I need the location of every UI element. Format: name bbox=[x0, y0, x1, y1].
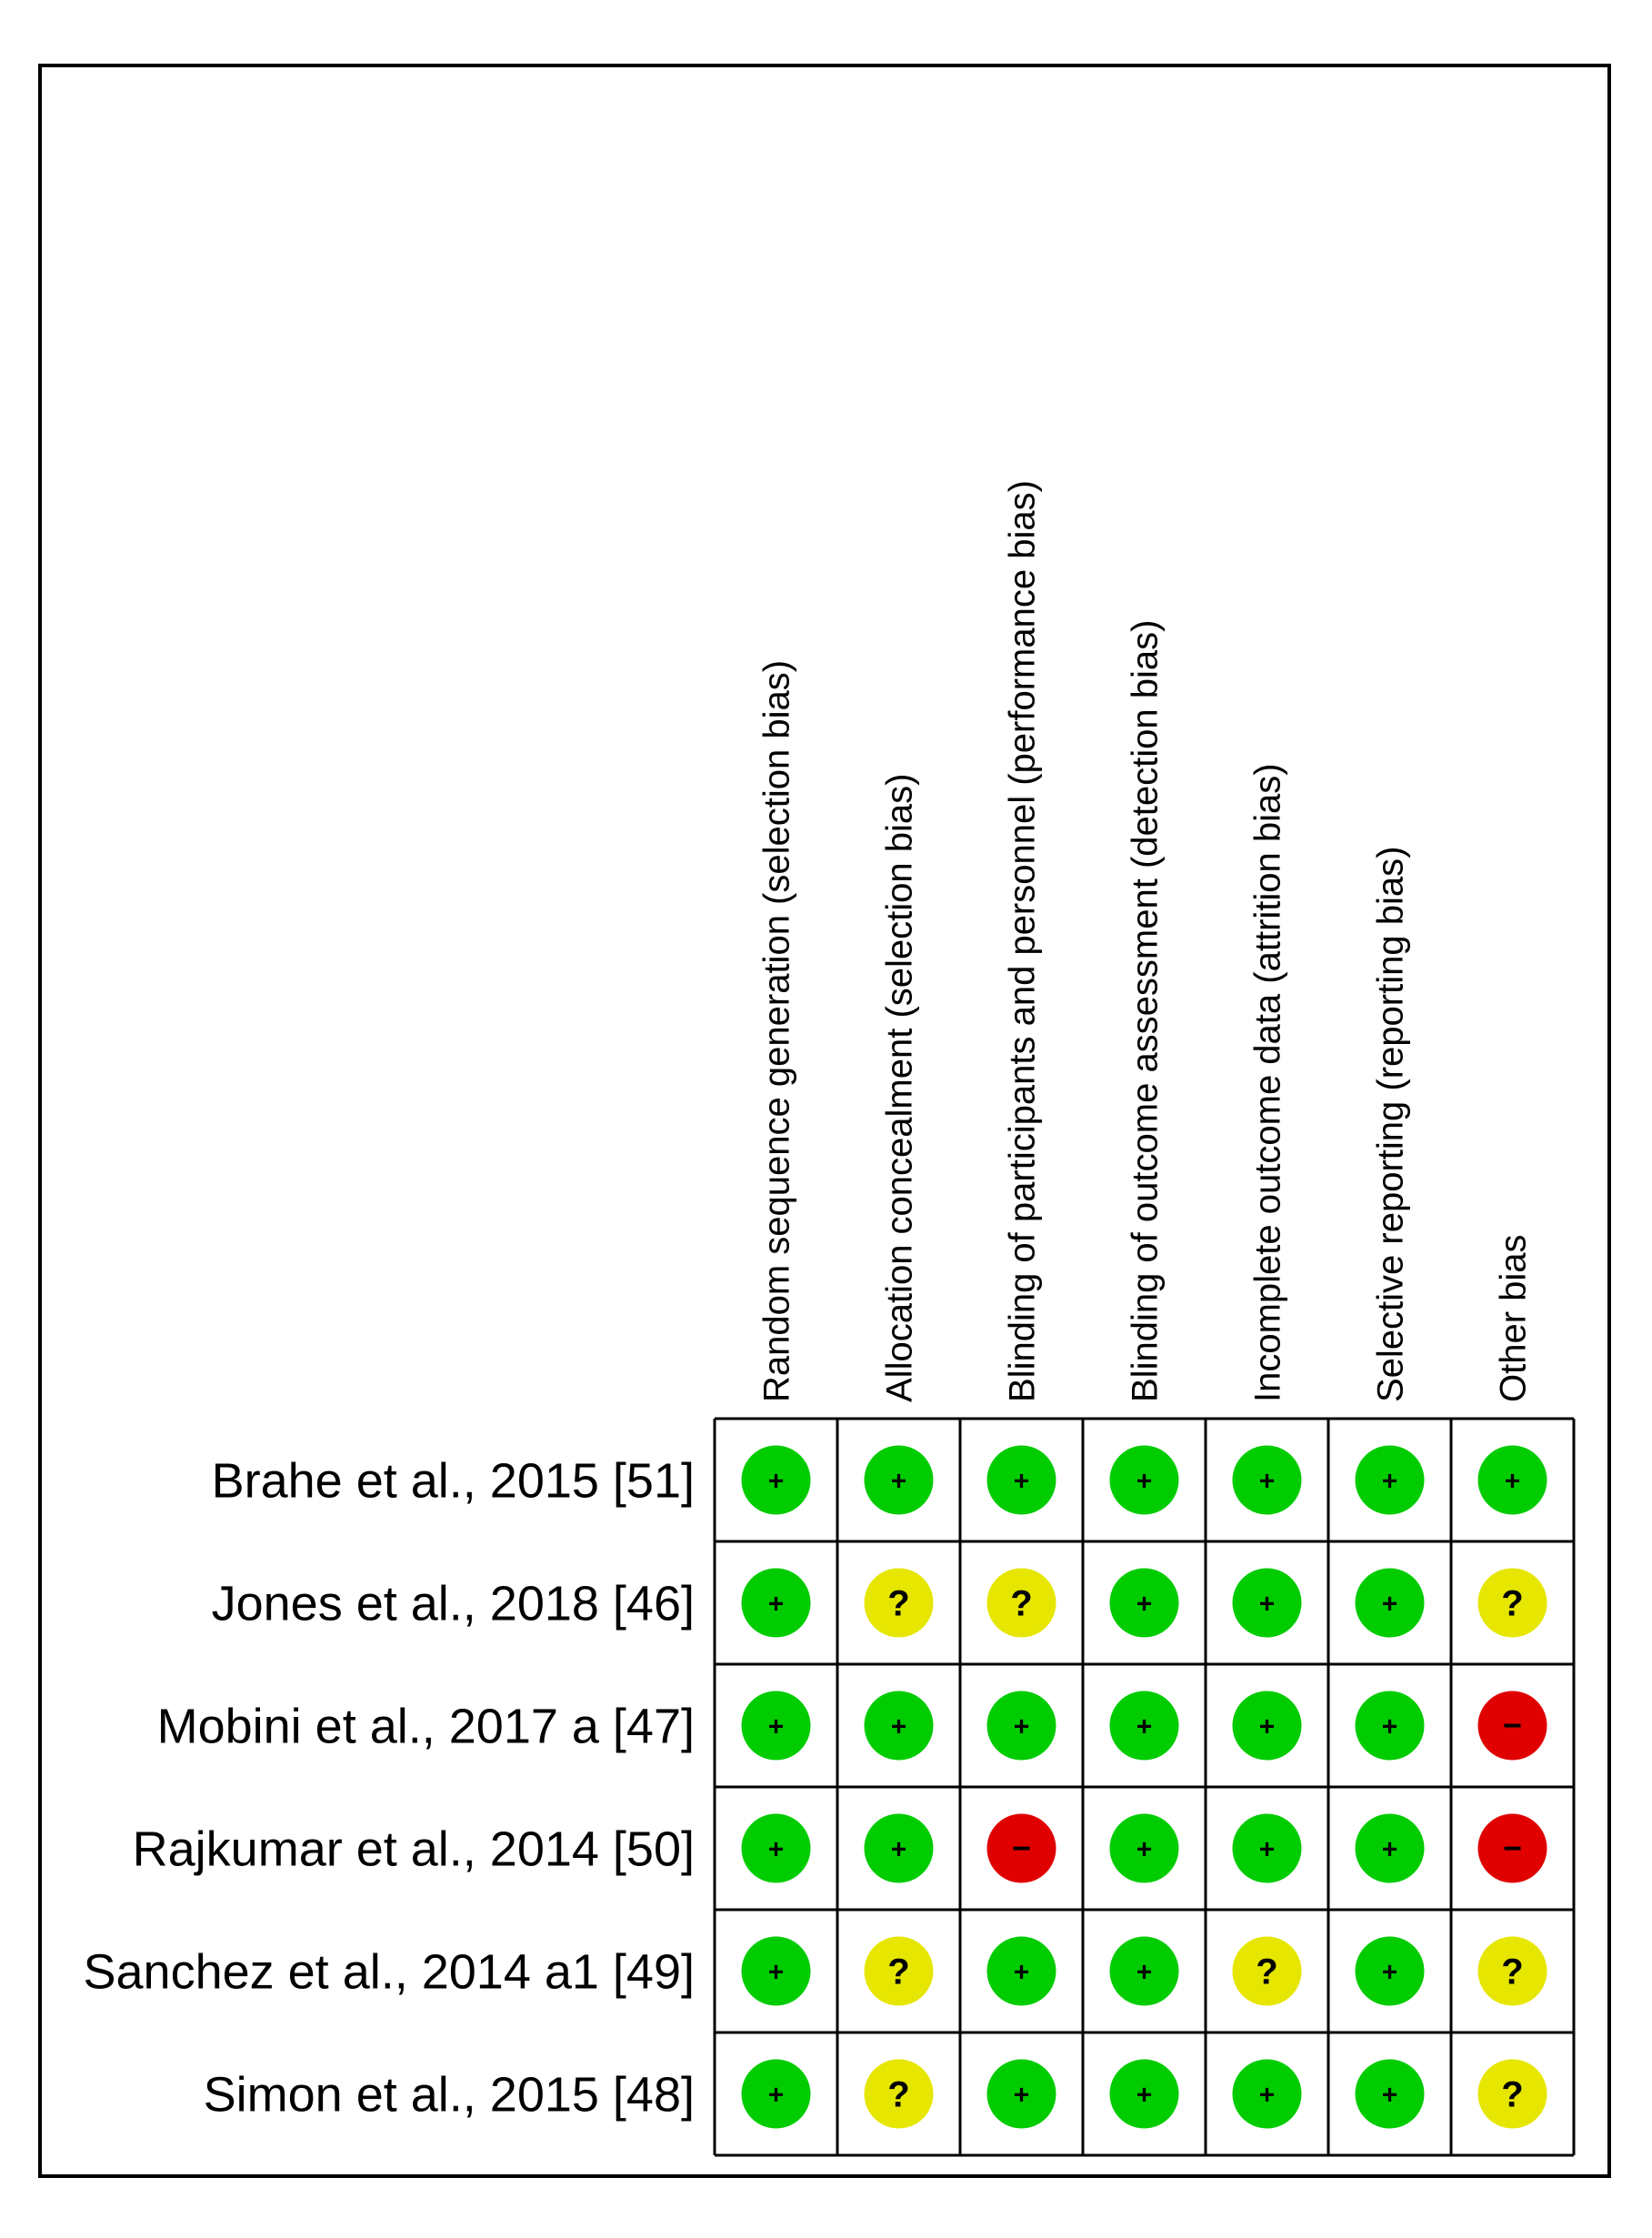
judgement-symbol: + bbox=[767, 2080, 785, 2111]
judgement-symbol: + bbox=[1013, 1957, 1030, 1988]
judgement-symbol: + bbox=[1013, 2080, 1030, 2111]
judgement-symbol: + bbox=[1381, 1957, 1398, 1988]
judgement-symbol: + bbox=[1013, 1711, 1030, 1742]
judgement-symbol: + bbox=[1504, 1466, 1521, 1497]
judgement-symbol: + bbox=[1381, 1834, 1398, 1865]
judgement-symbol: + bbox=[1136, 1834, 1153, 1865]
judgement-symbol: + bbox=[1258, 1711, 1276, 1742]
judgement-symbol: + bbox=[1013, 1466, 1030, 1497]
domain-label: Allocation concealment (selection bias) bbox=[879, 773, 920, 1402]
judgement-symbol: + bbox=[1258, 1589, 1276, 1620]
study-label: Rajkumar et al., 2014 [50] bbox=[132, 1822, 695, 1877]
study-label: Mobini et al., 2017 a [47] bbox=[156, 1699, 695, 1754]
study-label: Jones et al., 2018 [46] bbox=[211, 1576, 695, 1631]
judgement-symbol: + bbox=[1381, 1711, 1398, 1742]
domain-label: Selective reporting (reporting bias) bbox=[1370, 846, 1411, 1402]
judgement-symbol: + bbox=[767, 1834, 785, 1865]
judgement-symbol: + bbox=[1258, 1834, 1276, 1865]
judgement-symbol: ? bbox=[1256, 1952, 1278, 1992]
judgement-symbol: + bbox=[1136, 1957, 1153, 1988]
judgement-symbol: + bbox=[767, 1957, 785, 1988]
judgement-symbol: + bbox=[1381, 1589, 1398, 1620]
judgement-symbol: ? bbox=[1010, 1583, 1033, 1624]
judgement-symbol: + bbox=[1136, 1589, 1153, 1620]
judgement-symbol: ? bbox=[1501, 2074, 1524, 2115]
judgement-symbol: + bbox=[1381, 1466, 1398, 1497]
study-label: Brahe et al., 2015 [51] bbox=[211, 1453, 695, 1509]
judgement-symbol: ? bbox=[887, 2074, 910, 2115]
domain-label: Blinding of outcome assessment (detection bias) bbox=[1125, 619, 1166, 1402]
judgement-symbol: + bbox=[767, 1589, 785, 1620]
judgement-symbol: + bbox=[1381, 2080, 1398, 2111]
judgement-symbol: − bbox=[1502, 1829, 1523, 1867]
judgement-symbol: ? bbox=[1501, 1952, 1524, 1992]
judgement-symbol: + bbox=[767, 1466, 785, 1497]
study-label: Sanchez et al., 2014 a1 [49] bbox=[83, 1944, 695, 2000]
judgement-symbol: + bbox=[890, 1466, 907, 1497]
judgement-symbol: ? bbox=[887, 1952, 910, 1992]
domain-label: Random sequence generation (selection bias) bbox=[756, 659, 797, 1402]
judgement-symbol: + bbox=[1136, 2080, 1153, 2111]
judgement-symbol: + bbox=[890, 1711, 907, 1742]
judgement-symbol: − bbox=[1011, 1829, 1032, 1867]
judgement-symbol: + bbox=[1136, 1711, 1153, 1742]
judgement-symbol: − bbox=[1502, 1706, 1523, 1744]
judgement-symbol: + bbox=[1136, 1466, 1153, 1497]
judgement-symbol: + bbox=[767, 1711, 785, 1742]
domain-label: Incomplete outcome data (attrition bias) bbox=[1247, 763, 1288, 1402]
domain-label: Blinding of participants and personnel (performance bias) bbox=[1002, 480, 1043, 1402]
judgement-symbol: ? bbox=[1501, 1583, 1524, 1624]
study-label: Simon et al., 2015 [48] bbox=[203, 2067, 695, 2123]
judgement-symbol: + bbox=[890, 1834, 907, 1865]
domain-label: Other bias bbox=[1493, 1234, 1534, 1402]
judgement-symbol: ? bbox=[887, 1583, 910, 1624]
judgement-symbol: + bbox=[1258, 1466, 1276, 1497]
judgement-symbol: + bbox=[1258, 2080, 1276, 2111]
